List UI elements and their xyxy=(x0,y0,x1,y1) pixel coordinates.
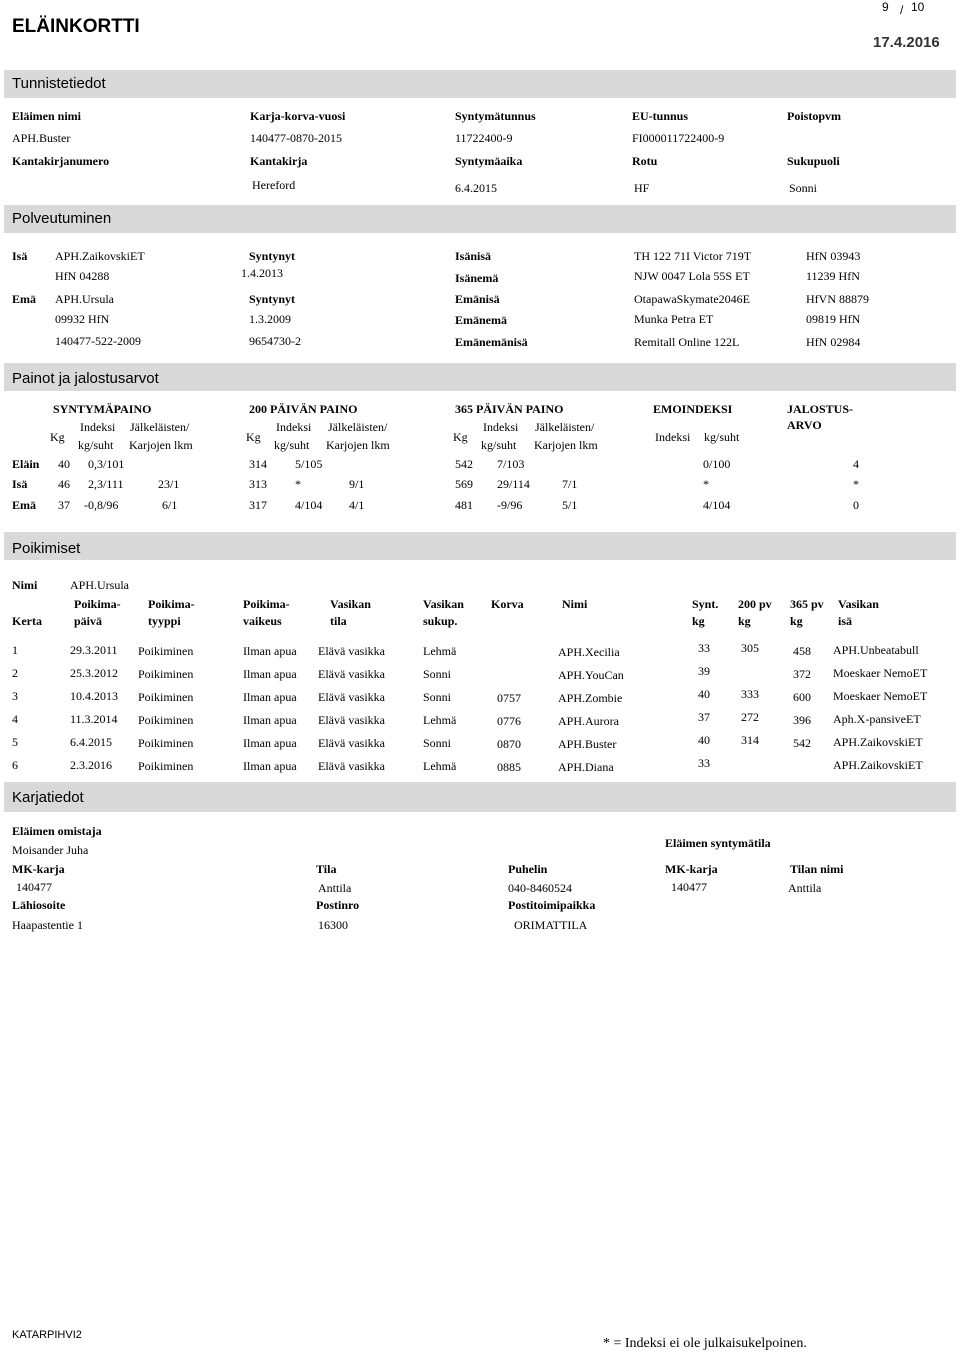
cell-korva: 0757 xyxy=(497,691,521,705)
col-vasikan-tila-2: tila xyxy=(330,614,347,628)
label-kantakirja: Kantakirja xyxy=(250,154,308,168)
value-omistaja: Moisander Juha xyxy=(12,843,89,857)
cell-poikimatyyppi: Poikiminen xyxy=(138,759,194,773)
cell-indeksi: -0,8/96 xyxy=(84,498,119,512)
cell-jalk: 9/1 xyxy=(349,477,365,491)
value-syntymaaika: 6.4.2015 xyxy=(455,181,497,195)
cell-vasikan-nimi: APH.Xecilia xyxy=(558,645,620,659)
subhead-indeksi: Indeksi xyxy=(483,420,519,434)
cell-jalostusarvo: 4 xyxy=(853,457,859,471)
value-isa-name: APH.ZaikovskiET xyxy=(55,249,145,263)
label-postinro: Postinro xyxy=(316,898,360,912)
subhead-karjojen: Karjojen lkm xyxy=(129,438,193,452)
col-poikimapaiva-2: päivä xyxy=(74,614,103,628)
cell-emo: * xyxy=(703,477,709,491)
group-jalostus: JALOSTUS- xyxy=(787,402,854,416)
col-poikimatyyppi-1: Poikima- xyxy=(148,597,195,611)
cell-vasikan-nimi: APH.Buster xyxy=(558,737,617,751)
cell-vasikan-nimi: APH.Aurora xyxy=(558,714,619,728)
label-poistopvm: Poistopvm xyxy=(787,109,841,123)
cell-indeksi: * xyxy=(295,477,301,491)
cell-vasikan-tila: Elävä vasikka xyxy=(318,713,385,727)
label-mk-karja-2: MK-karja xyxy=(665,862,718,876)
value-lahiosoite: Haapastentie 1 xyxy=(12,918,83,932)
col-nimi: Nimi xyxy=(562,597,588,611)
col-synt-1: Synt. xyxy=(692,597,719,611)
col-vasikan-isa-1: Vasikan xyxy=(838,597,879,611)
cell-vasikan-nimi: APH.Diana xyxy=(558,760,614,774)
value-kantakirja: Hereford xyxy=(252,178,296,192)
cell-jalostusarvo: 0 xyxy=(853,498,859,512)
cell-poikimatyyppi: Poikiminen xyxy=(138,713,194,727)
cell-synt-kg: 39 xyxy=(698,664,710,678)
cell-poikimapaiva: 2.3.2016 xyxy=(70,758,112,772)
cell-vasikan-tila: Elävä vasikka xyxy=(318,644,385,658)
subhead-jalkelaisten: Jälkeläisten/ xyxy=(130,420,190,434)
cell-poikimavaikeus: Ilman apua xyxy=(243,713,297,727)
cell-synt-kg: 40 xyxy=(698,733,710,747)
value-emanisa: OtapawaSkymate2046E xyxy=(634,292,750,306)
cell-kg: 46 xyxy=(58,477,70,491)
label-puhelin: Puhelin xyxy=(508,862,548,876)
cell-poikimavaikeus: Ilman apua xyxy=(243,736,297,750)
cell-poikimapaiva: 11.3.2014 xyxy=(70,712,118,726)
cell-kg: 569 xyxy=(455,477,473,491)
label-syntymaaika: Syntymäaika xyxy=(455,154,523,168)
value-sukupuoli: Sonni xyxy=(789,181,818,195)
cell-kg: 40 xyxy=(58,457,70,471)
cell-jalostusarvo: * xyxy=(853,477,859,491)
cell-poikimapaiva: 10.4.2013 xyxy=(70,689,118,703)
subhead-karjojen: Karjojen lkm xyxy=(534,438,598,452)
cell-indeksi: 4/104 xyxy=(295,498,323,512)
cell-indeksi: 2,3/111 xyxy=(88,477,124,491)
label-isa-syntynyt: Syntynyt xyxy=(249,249,296,263)
label-lahiosoite: Lähiosoite xyxy=(12,898,66,912)
cell-poikimavaikeus: Ilman apua xyxy=(243,644,297,658)
value-isa-id: HfN 04288 xyxy=(55,269,110,283)
value-isanema-id: 11239 HfN xyxy=(806,269,860,283)
cell-kerta: 3 xyxy=(12,689,18,703)
subhead-emo-kgsuht: kg/suht xyxy=(704,430,740,444)
cell-vasikan-isa: Aph.X-pansiveET xyxy=(833,712,921,726)
print-date: 17.4.2016 xyxy=(873,34,940,51)
cell-vasikan-tila: Elävä vasikka xyxy=(318,736,385,750)
value-eu-tunnus: FI000011722400-9 xyxy=(632,131,725,145)
value-mk-karja: 140477 xyxy=(16,880,52,894)
cell-indeksi: 0,3/101 xyxy=(88,457,125,471)
cell-365pv-kg: 542 xyxy=(793,736,811,750)
subhead-karjojen: Karjojen lkm xyxy=(326,438,390,452)
row-label-elain: Eläin xyxy=(12,457,40,471)
cell-synt-kg: 33 xyxy=(698,756,710,770)
label-emanisa: Emänisä xyxy=(455,292,500,306)
value-isanisa-id: HfN 03943 xyxy=(806,249,861,263)
cell-kg: 313 xyxy=(249,477,267,491)
cell-kerta: 6 xyxy=(12,758,18,772)
section-header-polveutuminen xyxy=(4,205,956,233)
label-tilan-nimi: Tilan nimi xyxy=(790,862,844,876)
group-200-paivan-paino: 200 PÄIVÄN PAINO xyxy=(249,402,358,416)
section-title: Poikimiset xyxy=(12,540,81,557)
cell-jalk: 5/1 xyxy=(562,498,578,512)
col-poikimavaikeus-1: Poikima- xyxy=(243,597,290,611)
row-label-isa: Isä xyxy=(12,477,28,491)
label-syntymatunnus: Syntymätunnus xyxy=(455,109,536,123)
col-poikimavaikeus-2: vaikeus xyxy=(243,614,282,628)
cell-kg: 481 xyxy=(455,498,473,512)
group-syntymapaino: SYNTYMÄPAINO xyxy=(53,402,152,416)
value-isa-syntynyt: 1.4.2013 xyxy=(241,266,283,280)
subhead-kgsuht: kg/suht xyxy=(78,438,114,452)
section-header-painot xyxy=(4,363,956,391)
cell-vasikan-isa: APH.ZaikovskiET xyxy=(833,735,923,749)
value-emanemanisa: Remitall Online 122L xyxy=(634,335,740,349)
col-korva: Korva xyxy=(491,597,524,611)
page-current: 9 xyxy=(882,0,889,14)
document-title: ELÄINKORTTI xyxy=(12,16,140,37)
cell-emo: 0/100 xyxy=(703,457,731,471)
cell-kg: 314 xyxy=(249,457,267,471)
subhead-kgsuht: kg/suht xyxy=(274,438,310,452)
value-isanisa: TH 122 71I Victor 719T xyxy=(634,249,752,263)
cell-vasikan-isa: APH.ZaikovskiET xyxy=(833,758,923,772)
subhead-jalkelaisten: Jälkeläisten/ xyxy=(328,420,388,434)
cell-poikimavaikeus: Ilman apua xyxy=(243,667,297,681)
cell-jalk: 23/1 xyxy=(158,477,180,491)
cell-200pv-kg: 333 xyxy=(741,687,759,701)
value-emanemanisa-id: HfN 02984 xyxy=(806,335,861,349)
page-separator: / xyxy=(900,3,904,17)
label-rotu: Rotu xyxy=(632,154,658,168)
value-karja-korva-vuosi: 140477-0870-2015 xyxy=(250,131,342,145)
row-label-ema: Emä xyxy=(12,498,36,512)
value-ema-name: APH.Ursula xyxy=(55,292,114,306)
section-title: Tunnistetiedot xyxy=(12,75,106,92)
label-tila: Tila xyxy=(316,862,337,876)
value-postitoimipaikka: ORIMATTILA xyxy=(514,918,588,932)
value-ema-id2: 140477-522-2009 xyxy=(55,334,141,348)
group-emoindeksi: EMOINDEKSI xyxy=(653,402,733,416)
cell-vasikan-sukup: Sonni xyxy=(423,736,452,750)
col-365pv-2: kg xyxy=(790,614,803,628)
section-header-poikimiset xyxy=(4,532,956,560)
cell-kerta: 2 xyxy=(12,666,18,680)
subhead-indeksi: Indeksi xyxy=(80,420,116,434)
cell-kerta: 5 xyxy=(12,735,18,749)
cell-synt-kg: 33 xyxy=(698,641,710,655)
cell-365pv-kg: 600 xyxy=(793,690,811,704)
col-365pv-1: 365 pv xyxy=(790,597,824,611)
cell-indeksi: 7/103 xyxy=(497,457,525,471)
section-title: Karjatiedot xyxy=(12,789,84,806)
cell-korva: 0885 xyxy=(497,760,521,774)
value-emanema: Munka Petra ET xyxy=(634,312,714,326)
cell-kg: 37 xyxy=(58,498,70,512)
value-syntymatunnus: 11722400-9 xyxy=(455,131,513,145)
col-poikimatyyppi-2: tyyppi xyxy=(148,614,181,628)
cell-vasikan-nimi: APH.Zombie xyxy=(558,691,623,705)
cell-vasikan-sukup: Lehmä xyxy=(423,713,457,727)
section-header-tunnistetiedot xyxy=(4,70,956,98)
cell-vasikan-tila: Elävä vasikka xyxy=(318,759,385,773)
value-mk-karja-2: 140477 xyxy=(671,880,707,894)
cell-vasikan-isa: APH.Unbeatabull xyxy=(833,643,919,657)
section-title: Painot ja jalostusarvot xyxy=(12,370,159,387)
subhead-jalkelaisten: Jälkeläisten/ xyxy=(535,420,595,434)
subhead-indeksi: Indeksi xyxy=(276,420,312,434)
cell-indeksi: 5/105 xyxy=(295,457,323,471)
cell-poikimavaikeus: Ilman apua xyxy=(243,690,297,704)
cell-korva: 0776 xyxy=(497,714,521,728)
col-vasikan-tila-1: Vasikan xyxy=(330,597,371,611)
cell-200pv-kg: 314 xyxy=(741,733,759,747)
value-tila: Anttila xyxy=(318,881,352,895)
label-ema: Emä xyxy=(12,292,36,306)
label-postitoimipaikka: Postitoimipaikka xyxy=(508,898,596,912)
cell-kg: 317 xyxy=(249,498,267,512)
cell-synt-kg: 37 xyxy=(698,710,710,724)
label-sukupuoli: Sukupuoli xyxy=(787,154,840,168)
cell-200pv-kg: 272 xyxy=(741,710,759,724)
cell-kerta: 1 xyxy=(12,643,18,657)
value-elaimen-nimi: APH.Buster xyxy=(12,131,71,145)
cell-vasikan-sukup: Sonni xyxy=(423,690,452,704)
label-elaimen-nimi: Eläimen nimi xyxy=(12,109,82,123)
group-365-paivan-paino: 365 PÄIVÄN PAINO xyxy=(455,402,564,416)
cell-jalk: 4/1 xyxy=(349,498,365,512)
cell-365pv-kg: 458 xyxy=(793,644,811,658)
value-emanema-id: 09819 HfN xyxy=(806,312,861,326)
value-postinro: 16300 xyxy=(318,918,348,932)
cell-indeksi: 29/114 xyxy=(497,477,530,491)
cell-indeksi: -9/96 xyxy=(497,498,523,512)
col-vasikan-sukup-2: sukup. xyxy=(423,614,458,628)
label-emanemanisa: Emänemänisä xyxy=(455,335,528,349)
label-mk-karja: MK-karja xyxy=(12,862,65,876)
cell-365pv-kg: 396 xyxy=(793,713,811,727)
cell-emo: 4/104 xyxy=(703,498,731,512)
subhead-kg: Kg xyxy=(50,430,65,444)
label-elaimen-omistaja: Eläimen omistaja xyxy=(12,824,102,838)
value-ema-syntynyt: 1.3.2009 xyxy=(249,312,291,326)
cell-vasikan-sukup: Lehmä xyxy=(423,644,457,658)
footer-code: KATARPIHVI2 xyxy=(12,1329,82,1341)
cell-200pv-kg: 305 xyxy=(741,641,759,655)
cell-poikimapaiva: 29.3.2011 xyxy=(70,643,118,657)
section-title: Polveutuminen xyxy=(12,210,112,227)
cell-jalk: 6/1 xyxy=(162,498,178,512)
value-ema-code: 9654730-2 xyxy=(249,334,301,348)
cell-vasikan-sukup: Sonni xyxy=(423,667,452,681)
label-isa: Isä xyxy=(12,249,28,263)
label-isanisa: Isänisä xyxy=(455,249,492,263)
cell-poikimatyyppi: Poikiminen xyxy=(138,690,194,704)
value-tilan-nimi: Anttila xyxy=(788,881,822,895)
cell-poikimatyyppi: Poikiminen xyxy=(138,644,194,658)
cell-korva: 0870 xyxy=(497,737,521,751)
section-header-karjatiedot xyxy=(4,782,956,812)
value-rotu: HF xyxy=(634,181,650,195)
page-total: 10 xyxy=(911,0,925,14)
cell-365pv-kg: 372 xyxy=(793,667,811,681)
subhead-kgsuht: kg/suht xyxy=(481,438,517,452)
cell-vasikan-isa: Moeskaer NemoET xyxy=(833,689,928,703)
cell-vasikan-tila: Elävä vasikka xyxy=(318,690,385,704)
cell-poikimatyyppi: Poikiminen xyxy=(138,667,194,681)
cell-vasikan-isa: Moeskaer NemoET xyxy=(833,666,928,680)
col-synt-2: kg xyxy=(692,614,705,628)
label-isanema: Isänemä xyxy=(455,271,499,285)
label-kantakirjanumero: Kantakirjanumero xyxy=(12,154,110,168)
subhead-kg: Kg xyxy=(453,430,468,444)
cell-poikimavaikeus: Ilman apua xyxy=(243,759,297,773)
cell-kg: 542 xyxy=(455,457,473,471)
cell-kerta: 4 xyxy=(12,712,18,726)
subhead-emo-indeksi: Indeksi xyxy=(655,430,691,444)
value-isanema: NJW 0047 Lola 55S ET xyxy=(634,269,750,283)
value-emanisa-id: HfVN 88879 xyxy=(806,292,869,306)
label-eu-tunnus: EU-tunnus xyxy=(632,109,689,123)
col-200pv-1: 200 pv xyxy=(738,597,772,611)
label-nimi: Nimi xyxy=(12,578,38,592)
label-emanema: Emänemä xyxy=(455,313,507,327)
footer-note: * = Indeksi ei ole julkaisukelpoinen. xyxy=(603,1336,807,1351)
cell-poikimatyyppi: Poikiminen xyxy=(138,736,194,750)
col-kerta: Kerta xyxy=(12,614,42,628)
cell-vasikan-sukup: Lehmä xyxy=(423,759,457,773)
cell-poikimapaiva: 6.4.2015 xyxy=(70,735,112,749)
value-ema-id: 09932 HfN xyxy=(55,312,110,326)
col-vasikan-sukup-1: Vasikan xyxy=(423,597,464,611)
cell-jalk: 7/1 xyxy=(562,477,578,491)
subhead-kg: Kg xyxy=(246,430,261,444)
label-ema-syntynyt: Syntynyt xyxy=(249,292,296,306)
group-arvo: ARVO xyxy=(787,418,822,432)
value-puhelin: 040-8460524 xyxy=(508,881,572,895)
cell-vasikan-nimi: APH.YouCan xyxy=(558,668,624,682)
cell-vasikan-tila: Elävä vasikka xyxy=(318,667,385,681)
label-elaimen-syntymatila: Eläimen syntymätila xyxy=(665,836,771,850)
col-200pv-2: kg xyxy=(738,614,751,628)
cell-poikimapaiva: 25.3.2012 xyxy=(70,666,118,680)
label-karja-korva-vuosi: Karja-korva-vuosi xyxy=(250,109,346,123)
col-vasikan-isa-2: isä xyxy=(838,614,853,628)
value-emo-nimi: APH.Ursula xyxy=(70,578,129,592)
cell-synt-kg: 40 xyxy=(698,687,710,701)
col-poikimapaiva-1: Poikima- xyxy=(74,597,121,611)
